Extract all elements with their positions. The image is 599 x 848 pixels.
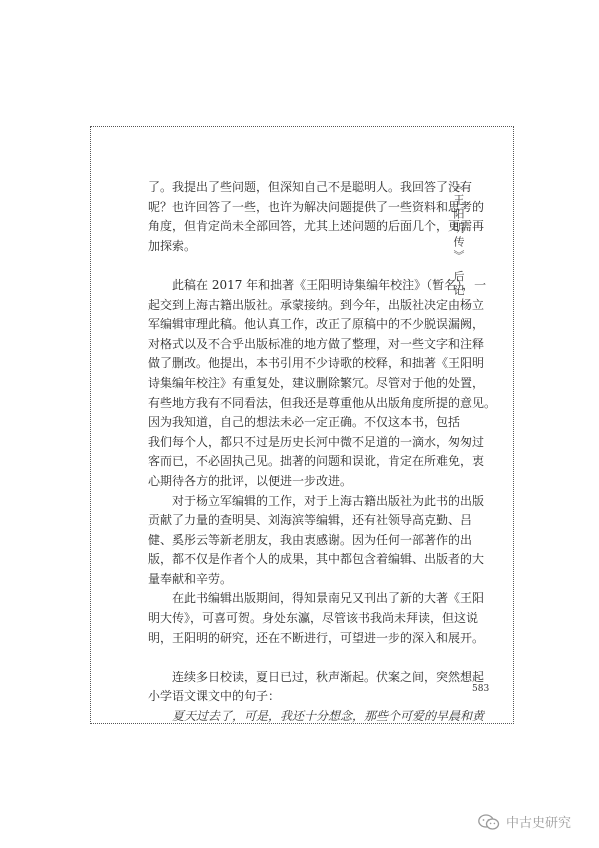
text-line: 心期待各方的批评，以便进一步改进。: [148, 473, 353, 488]
text-line: 小学语文课文中的句子：: [148, 689, 281, 704]
text-line: 因为我知道，自己的想法未必一定正确。不仅这本书，包括: [148, 415, 461, 430]
text-line: 在此书编辑出版期间，得知景南兄又刊出了新的大著《王阳: [148, 591, 485, 606]
text-line: 健、奚彤云等新老朋友，我由衷感谢。因为任何一部著作的出: [148, 532, 473, 547]
text-line: 量奉献和辛劳。: [148, 571, 233, 586]
watermark-text: 中古史研究: [506, 816, 572, 831]
text-line: 我们每个人，都只不过是历史长河中微不足道的一滴水，匆匆过: [148, 434, 485, 449]
text-line: 明，王阳明的研究，还在不断进行，可望进一步的深入和展开。: [148, 630, 485, 645]
paragraph-gap: [148, 256, 443, 276]
text-line: 明大传》，可喜可贺。身处东瀛，尽管该书我尚未拜读，但这说: [148, 611, 479, 626]
text-line: 角度，但肯定尚未全部回答，尤其上述问题的后面几个，更需再: [148, 219, 485, 234]
text-line: 呢？也许回答了一些，也许为解决问题提供了一些资料和思考的: [148, 199, 485, 214]
text-line: 军编辑审理此稿。他认真工作，改正了原稿中的不少脱误漏阙，: [148, 317, 485, 332]
text-line: 起交到上海古籍出版社。承蒙接纳。到今年，出版社决定由杨立: [148, 297, 485, 312]
text-line: 连续多日校读，夏日已过，秋声渐起。伏案之间，突然想起: [148, 669, 485, 684]
paragraph: [148, 492, 485, 590]
text-line: 加探索。: [148, 238, 197, 253]
paragraph-gap: [148, 648, 443, 668]
text-line: 有些地方我有不同看法，但我还是尊重他从出版角度所提的意见。: [148, 395, 497, 410]
text-line: 客而已，不必固执己见。拙著的问题和误讹，肯定在所难免，衷: [148, 454, 485, 469]
text-line: 做了删改。他提出，本书引用不少诗歌的校释，和拙著《王阳明: [148, 356, 485, 371]
text-line: 了。我提出了些问题，但深知自己不是聪明人。我回答了没有: [148, 180, 473, 194]
text-line: 夏天过去了，可是，我还十分想念，那些个可爱的早晨和黄: [148, 709, 485, 724]
paragraph: [148, 589, 485, 648]
text-line: 版，都不仅是作者个人的成果，其中都包含着编辑、出版者的大: [148, 552, 485, 567]
quote-paragraph: [148, 707, 485, 727]
wechat-icon: [478, 814, 500, 830]
page-number: 583: [472, 684, 490, 694]
watermark: [478, 812, 571, 831]
text-line: 诗集编年校注》有重复处，建议删除繁冗。尽管对于他的处置，: [148, 375, 485, 390]
text-line: 贡献了力量的查明昊、刘海滨等编辑，还有社领导高克勤、吕: [148, 513, 473, 528]
running-head-title: 《王阳明传》 后记: [452, 180, 465, 299]
text-line: 对格式以及不合乎出版标准的地方做了整理，对一些文字和注释: [148, 336, 485, 351]
paragraph: [148, 276, 497, 492]
text-line: 此稿在 2017 年和拙著《王阳明诗集编年校注》（暂名），一: [148, 277, 487, 292]
text-line: 对于杨立军编辑的工作，对于上海古籍出版社为此书的出版: [148, 493, 485, 508]
